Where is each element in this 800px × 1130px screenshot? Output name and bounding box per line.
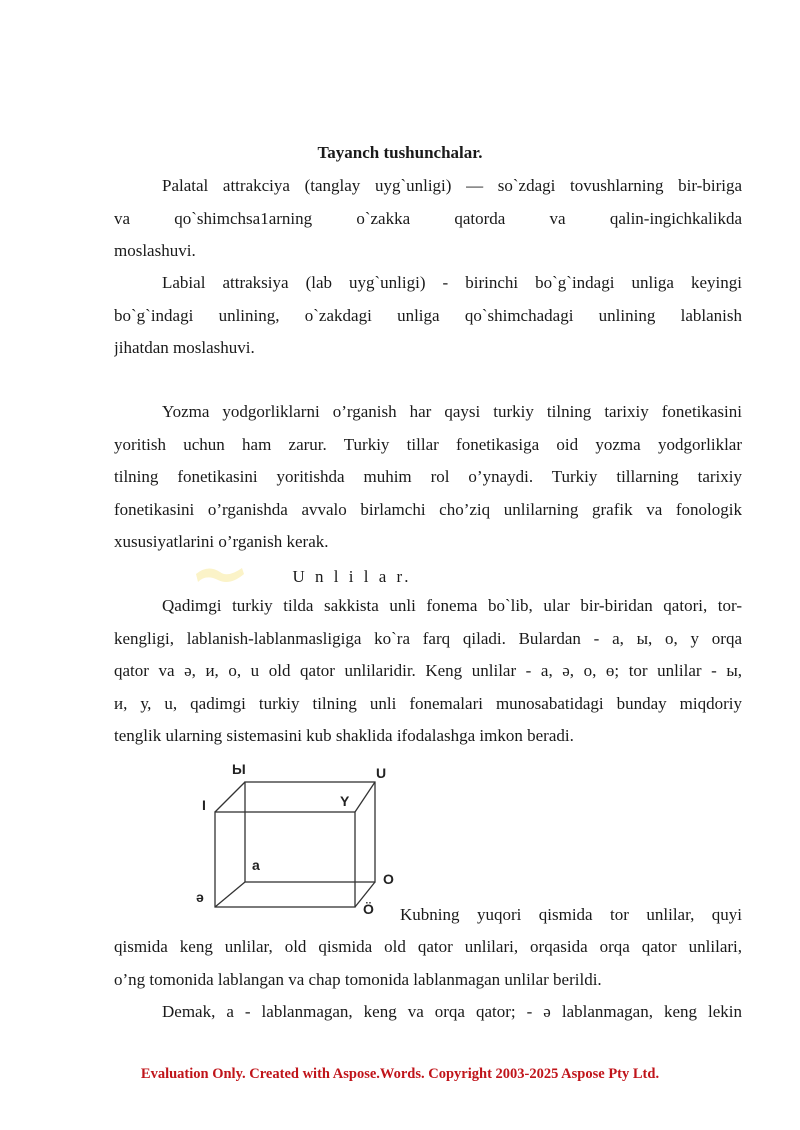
cube-label-back-top-right: U	[376, 765, 387, 781]
text-line: и, у, u, qadimgi turkiy tilning unli fonemalari munosabatidagi bunday miqdoriy	[114, 693, 742, 713]
paragraph-demak	[114, 996, 742, 1029]
text-line: jihatdan moslashuvi.	[114, 338, 255, 357]
text-line: qator va ә, и, о, u old qator unlilaridir. Keng unlilar - a, ә, о, ө; tor unlilar - ы,	[114, 661, 742, 680]
text-line: moslashuvi.	[114, 241, 196, 260]
cube-label-back-top-left: Ы	[232, 761, 246, 777]
cube-edge	[215, 782, 245, 812]
text-line: xususiyatlarini o’rganish kerak.	[114, 532, 329, 551]
cube-edge	[355, 782, 375, 812]
cube-edge	[215, 882, 245, 907]
paragraph-unlilar	[114, 590, 742, 753]
cube-label-front-bottom-right: Ö	[363, 901, 374, 917]
text-line: bo`g`indagi unlining, o`zakdagi unliga qo`shimchadagi unlining lablanish	[114, 305, 742, 325]
vowel-cube-diagram	[180, 752, 420, 922]
evaluation-footer: Evaluation Only. Created with Aspose.Words. Copyright 2003-2025 Aspose Pty Ltd.	[140, 1066, 660, 1082]
cube-label-back-bottom-left: a	[252, 857, 260, 873]
cube-front-face	[215, 812, 355, 907]
text-line: va qo`shimchsa1arning o`zakka qatorda va qalin-ingichkalikda	[114, 208, 742, 228]
cube-label-front-bottom-left: ə	[196, 889, 204, 905]
text-line: fonetikasini o’rganishda avvalo birlamchi cho’ziq unlilarning grafik va fonologik	[114, 499, 742, 519]
paragraph-labial	[114, 267, 742, 365]
text-line: qismida keng unlilar, old qismida old qator unlilari, orqasida orqa qator unlilari,	[114, 937, 742, 956]
text-line: tenglik ularning sistemasini kub shaklida ifodalashga imkon beradi.	[114, 726, 574, 745]
paragraph-yozma	[114, 396, 742, 559]
paragraph-palatal	[114, 170, 742, 268]
text-line: o’ng tomonida lablangan va chap tomonida lablanmagan unlilar berildi.	[114, 969, 602, 989]
cube-label-back-bottom-right: O	[383, 871, 394, 887]
paragraph-kub	[114, 931, 742, 996]
text-line: Palatal attrakciya (tanglay uyg`unligi) — so`zdagi tovushlarning bir-biriga	[162, 176, 742, 195]
text-line: yoritish uchun ham zarur. Turkiy tillar fonetikasiga oid yozma yodgorliklar	[114, 434, 742, 454]
text-line: Labial attraksiya (lab uyg`unligi) - birinchi bo`g`indagi unliga keyingi	[162, 273, 742, 292]
text-line: Demak, a - lablanmagan, keng va orqa qator; - ə lablanmagan, keng lekin	[162, 1002, 742, 1021]
cube-label-front-top-left: I	[202, 797, 206, 813]
text-line: tilning fonetikasini yoritishda muhim rol o’ynaydi. Turkiy tillarning tarixiy	[114, 467, 742, 486]
section-heading: U n l i l a r.	[292, 567, 412, 586]
cube-caption: Kubning yuqori qismida tor unlilar, quyi	[400, 905, 742, 924]
text-line: kengligi, lablanish-lablanmasligiga ko`ra farq qiladi. Bulardan - a, ы, о, у orqa	[114, 628, 742, 648]
document-title: Tayanch tushunchalar.	[317, 143, 483, 162]
cube-label-front-top-right: Y	[340, 793, 350, 809]
text-line: Yozma yodgorliklarni o’rganish har qaysi turkiy tilning tarixiy fonetikasini	[162, 402, 742, 421]
text-line: Qadimgi turkiy tilda sakkista unli fonema bo`lib, ular bir-biridan qatori, tor-	[162, 596, 742, 615]
